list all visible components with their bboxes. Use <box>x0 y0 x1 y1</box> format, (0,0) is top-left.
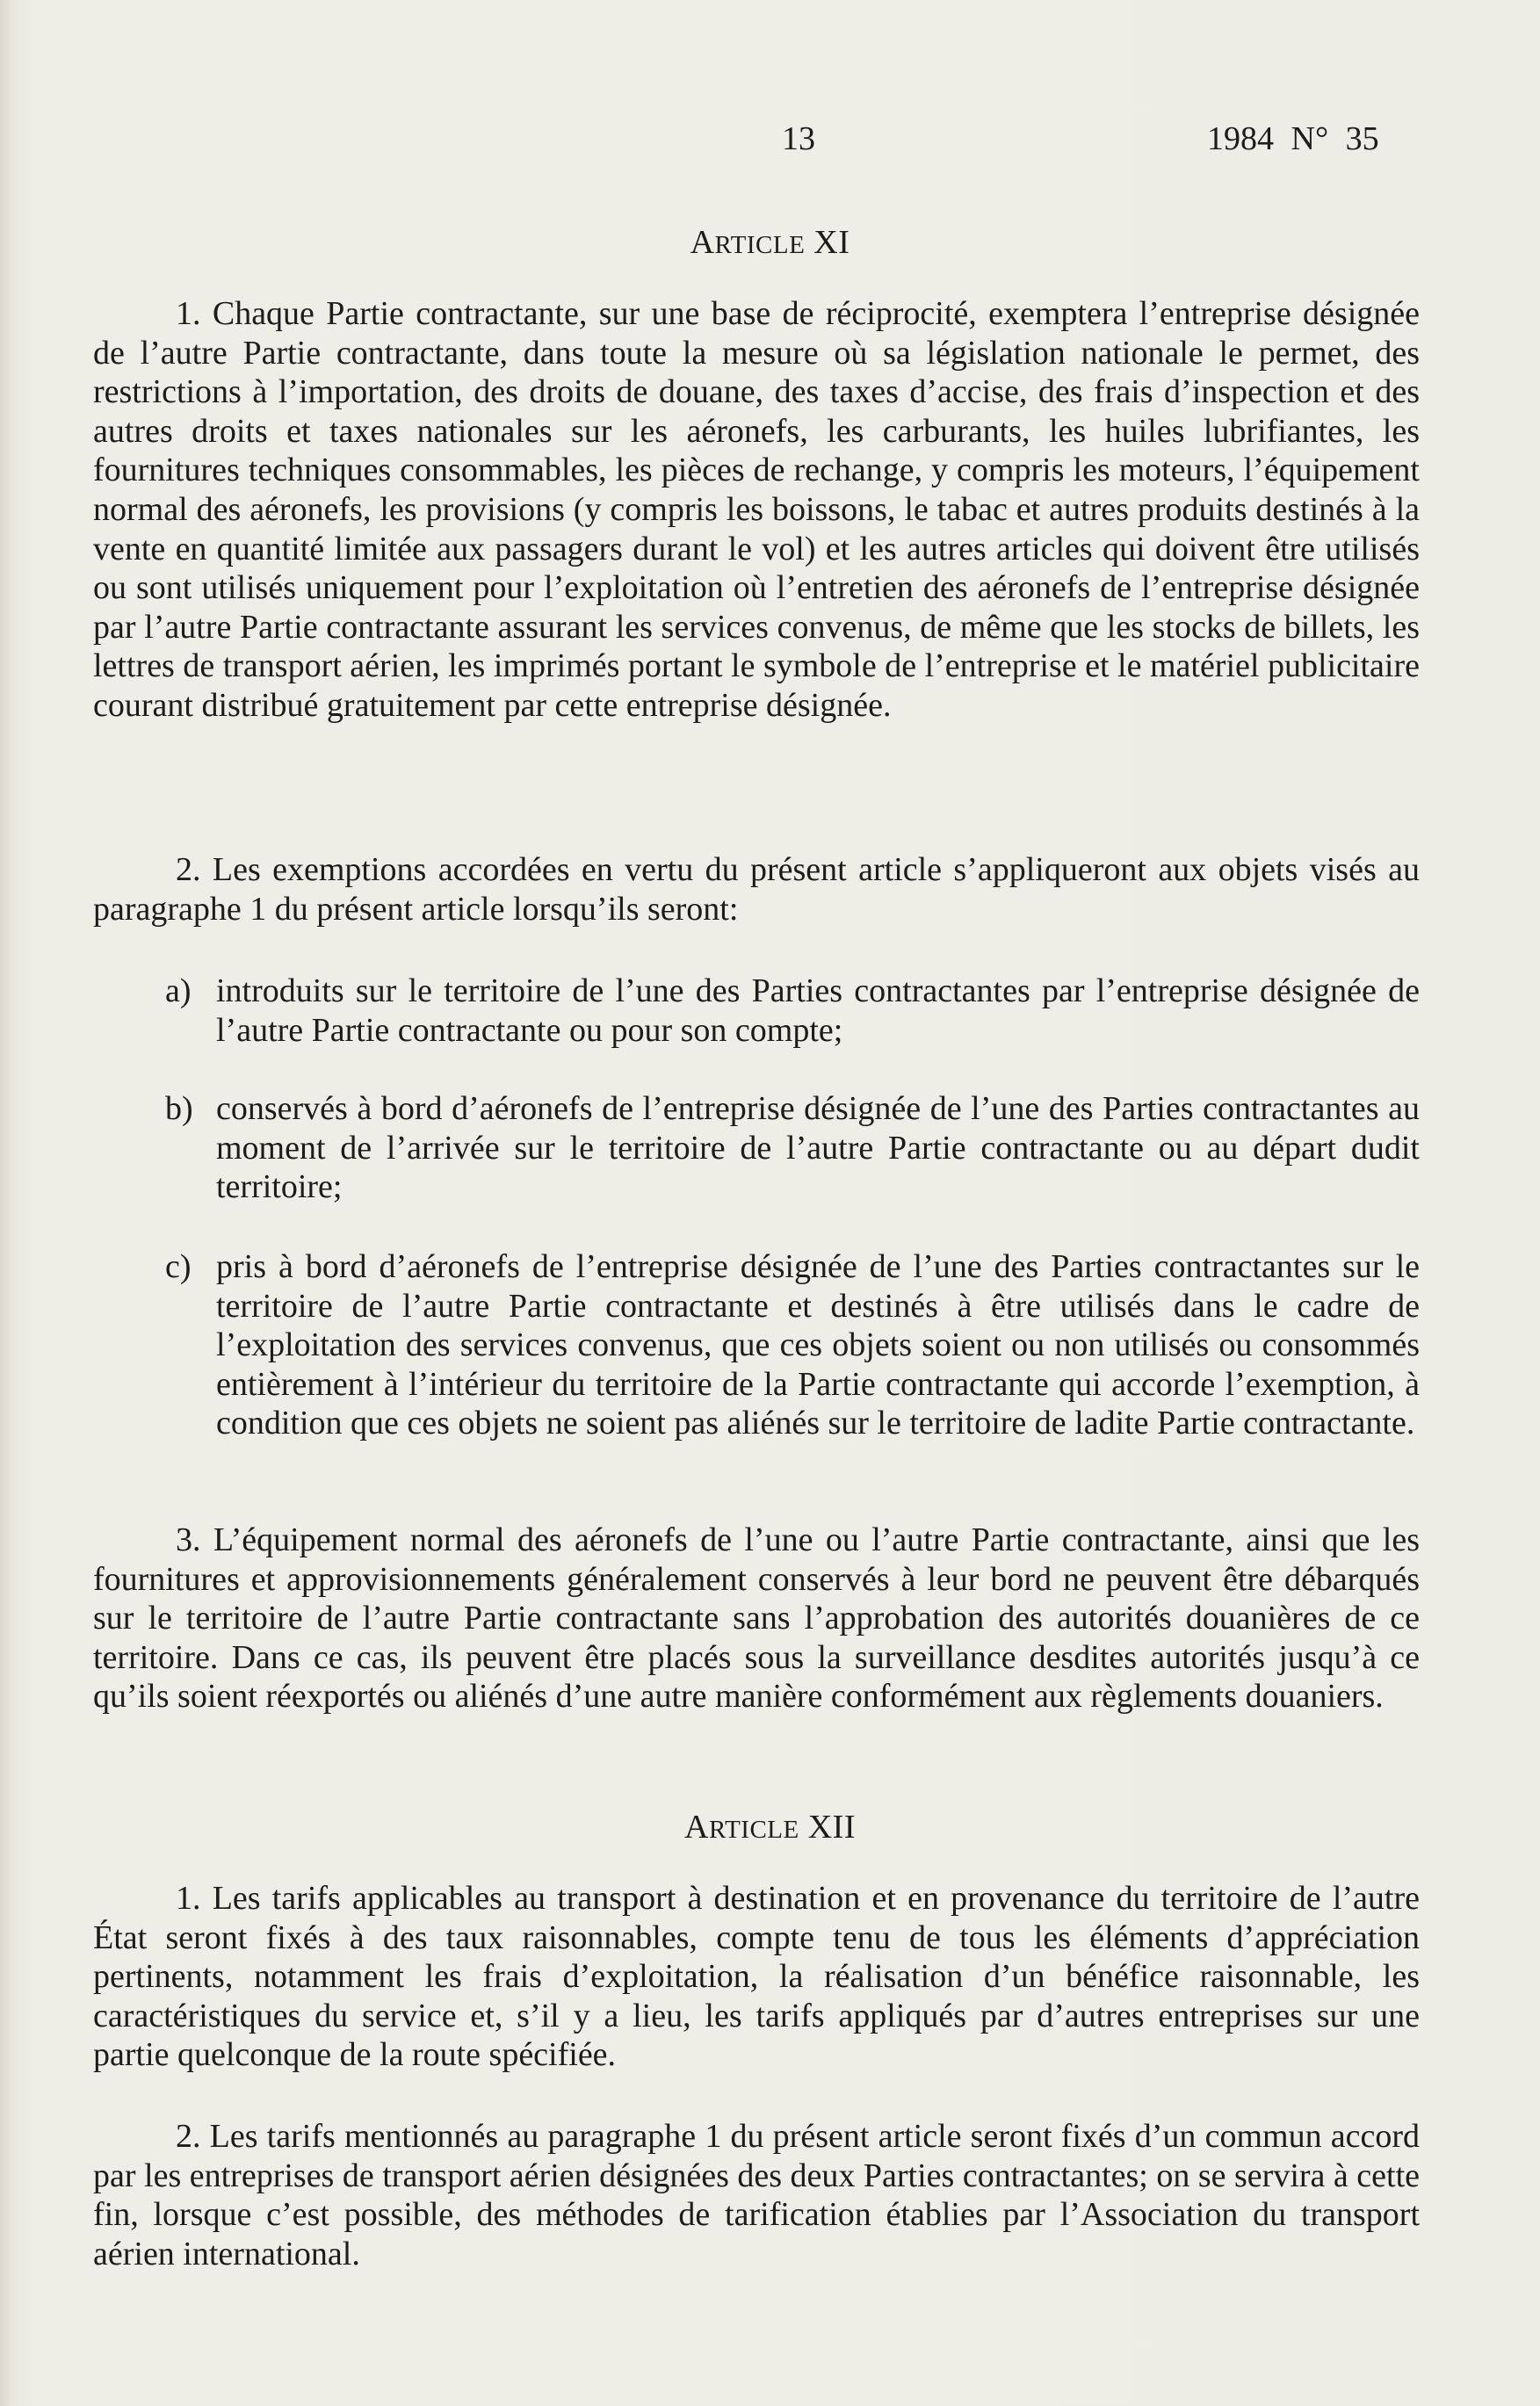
item-label: c) <box>165 1248 192 1285</box>
article-xi-heading: ARTICLE XI <box>690 224 850 261</box>
item-text: pris à bord d’aéronefs de l’entreprise désignée de l’une des Parties contractantes sur le territoire de l’autre Partie contractante et destinés à être utilisés dans le cadre de l’exploitation des services convenus, que ces objets soient ou non utilisés ou consommés entièrement à l’intérieur du territoire de la Partie contractante qui accorde l’exemption, à condition que ces objets ne soient pas aliénés sur le territoire de ladite Partie contractante. <box>216 1248 1420 1442</box>
treaty-year-number: 1984 N° 35 <box>1207 120 1379 157</box>
article-xii-paragraph-2: 2. Les tarifs mentionnés au paragraphe 1 du présent article seront fixés d’un commun accord par les entreprises de transport aérien désignées des deux Parties contractantes; on se servira à cette fin, lorsque c’est possible, des méthodes de tarification établies par l’Association du transport aérien international. <box>93 2118 1420 2272</box>
article-xii-paragraph-1: 1. Les tarifs applicables au transport à destination et en provenance du territoire de l’autre État seront fixés à des taux raisonnables, compte tenu de tous les éléments d’appréciation pertinents, notamment les frais d’exploitation, la réalisation d’un bénéfice raisonnable, les caractéristiques du service et, s’il y a lieu, les tarifs appliqués par d’autres entreprises sur une partie quelconque de la route spécifiée. <box>93 1880 1420 2074</box>
item-text: conservés à bord d’aéronefs de l’entreprise désignée de l’une des Parties contractantes au moment de l’arrivée sur le territoire de l’autre Partie contractante ou au départ dudit territoire; <box>216 1090 1420 1206</box>
item-text: introduits sur le territoire de l’une des Parties contractantes par l’entreprise désignée de l’autre Partie contractante ou pour son compte; <box>216 972 1420 1049</box>
page-number: 13 <box>782 120 815 157</box>
article-xi-paragraph-2: 2. Les exemptions accordées en vertu du présent article s’appliqueront aux objets visés au paragraphe 1 du présent article lorsqu’ils seront: <box>93 851 1420 928</box>
article-xi-paragraph-3: 3. L’équipement normal des aéronefs de l’une ou l’autre Partie contractante, ainsi que les fournitures et approvisionnements généralement conservés à leur bord ne peuvent être débarqués sur le territoire de l’autre Partie contractante sans l’approbation des autorités douanières de ce territoire. Dans ce cas, ils peuvent être placés sous la surveillance desdites autorités jusqu’à ce qu’ils soient réexportés ou aliénés d’une autre manière conformément aux règlements douaniers. <box>93 1521 1420 1716</box>
article-xi-paragraph-1: 1. Chaque Partie contractante, sur une base de réciprocité, exemptera l’entreprise désignée de l’autre Partie contractante, dans toute la mesure où sa législation nationale le permet, des restrictions à l’importation, des droits de douane, des taxes d’accise, des frais d’inspection et des autres droits et taxes nationales sur les aéronefs, les carburants, les huiles lubrifiantes, les fournitures techniques consommables, les pièces de rechange, y compris les moteurs, l’équipement normal des aéronefs, les provisions (y compris les boissons, le tabac et autres produits destinés à la vente en quantité limitée aux passagers durant le vol) et les autres articles qui doivent être utilisés ou sont utilisés uniquement pour l’exploitation où l’entretien des aéronefs de l’entreprise désignée par l’autre Partie contractante assurant les services convenus, de même que les stocks de billets, les lettres de transport aérien, les imprimés portant le symbole de l’entreprise et le matériel publicitaire courant distribué gratuitement par cette entreprise désignée. <box>93 295 1420 724</box>
item-label: a) <box>165 972 192 1009</box>
article-xii-heading: ARTICLE XII <box>684 1809 856 1846</box>
item-label: b) <box>165 1090 193 1127</box>
